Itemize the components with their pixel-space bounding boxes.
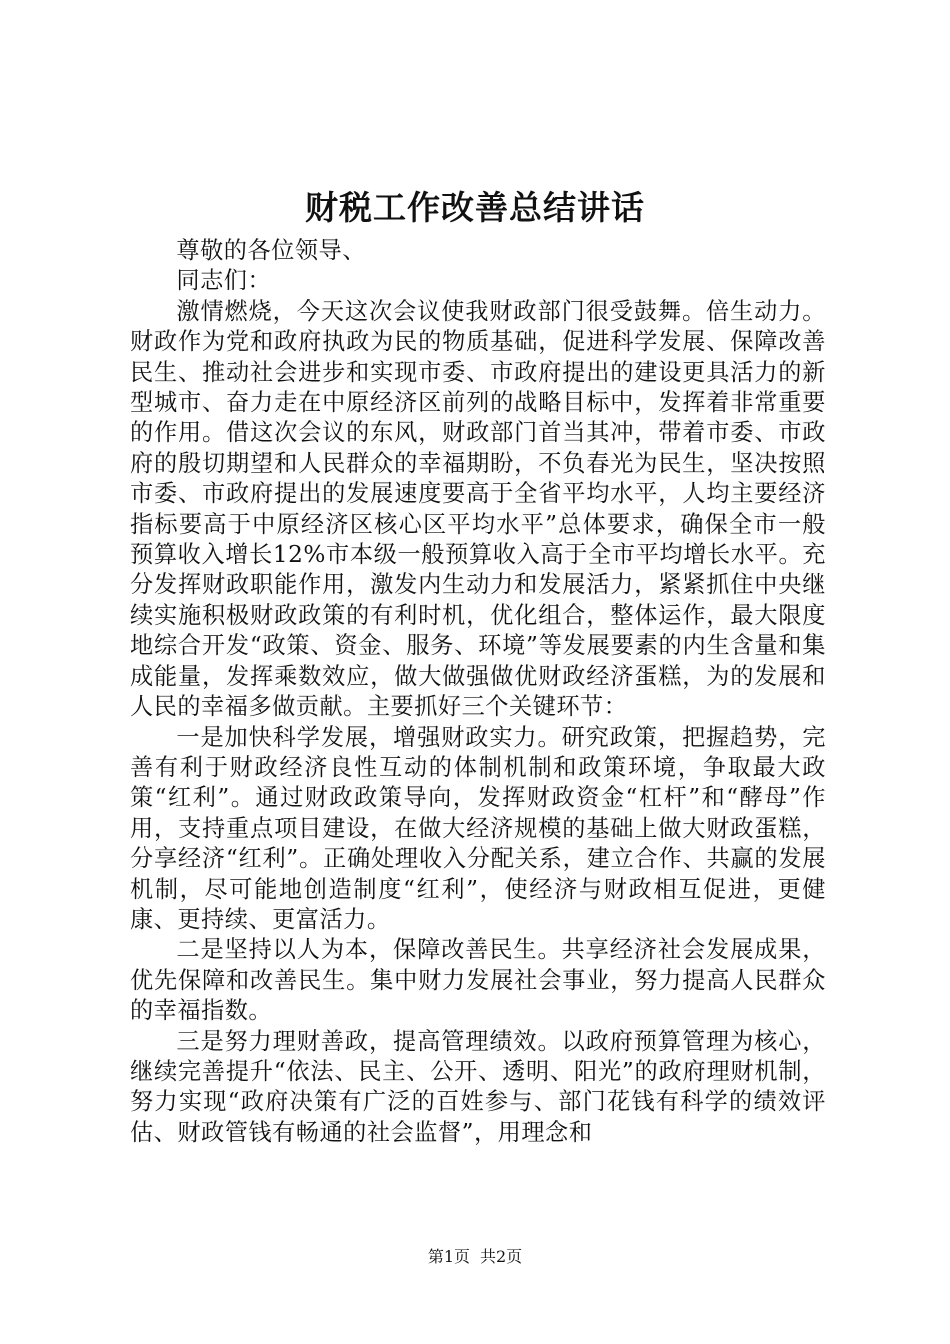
salutation-line: 同志们： (176, 267, 272, 295)
page-total: 共2页 (480, 1247, 523, 1266)
body-paragraph: 二是坚持以人为本，保障改善民生。共享经济社会发展成果，优先保障和改善民生。集中财力发展社会事业，努力提高人民群众的幸福指数。 (130, 936, 826, 1025)
document-body (130, 236, 826, 1148)
body-paragraph: 激情燃烧，今天这次会议使我财政部门很受鼓舞。倍生动力。财政作为党和政府执政为民的物质基础，促进科学发展、保障改善民生、推动社会进步和实现市委、市政府提出的建设更具活力的新型城市、奋力走在中原经济区前列的战略目标中，发挥着非常重要的作用。借这次会议的东风，财政部门首当其冲，带着市委、市政府的殷切期望和人民群众的幸福期盼，不负春光为民生，坚决按照市委、市政府提出的发展速度要高于全省平均水平，人均主要经济指标要高于中原经济区核心区平均水平”总体要求，确保全市一般预算收入增长12%市本级一般预算收入高于全市平均增长水平。充分发挥财政职能作用，激发内生动力和发展活力，紧紧抓住中央继续实施积极财政政策的有利时机，优化组合，整体运作，最大限度地综合开发“政策、资金、服务、环境”等发展要素的内生含量和集成能量，发挥乘数效应，做大做强做优财政经济蛋糕，为的发展和人民的幸福多做贡献。主要抓好三个关键环节： (130, 297, 826, 721)
body-paragraph: 三是努力理财善政，提高管理绩效。以政府预算管理为核心，继续完善提升“依法、民主、公开、透明、阳光”的政府理财机制，努力实现“政府决策有广泛的百姓参与、部门花钱有科学的绩效评估、财政管钱有畅通的社会监督”，用理念和 (130, 1027, 826, 1146)
page-footer (0, 1246, 950, 1268)
body-paragraph: 一是加快科学发展，增强财政实力。研究政策，把握趋势，完善有利于财政经济良性互动的体制机制和政策环境，争取最大政策“红利”。通过财政政策导向，发挥财政资金“杠杆”和“酵母”作用，支持重点项目建设，在做大经济规模的基础上做大财政蛋糕，分享经济“红利”。正确处理收入分配关系，建立合作、共赢的发展机制，尽可能地创造制度“红利”，使经济与财政相互促进，更健康、更持续、更富活力。 (130, 723, 826, 933)
salutation-line: 尊敬的各位领导、 (176, 237, 366, 264)
page-number: 第1页 (427, 1247, 470, 1266)
document-title: 财税工作改善总结讲话 (305, 188, 645, 227)
